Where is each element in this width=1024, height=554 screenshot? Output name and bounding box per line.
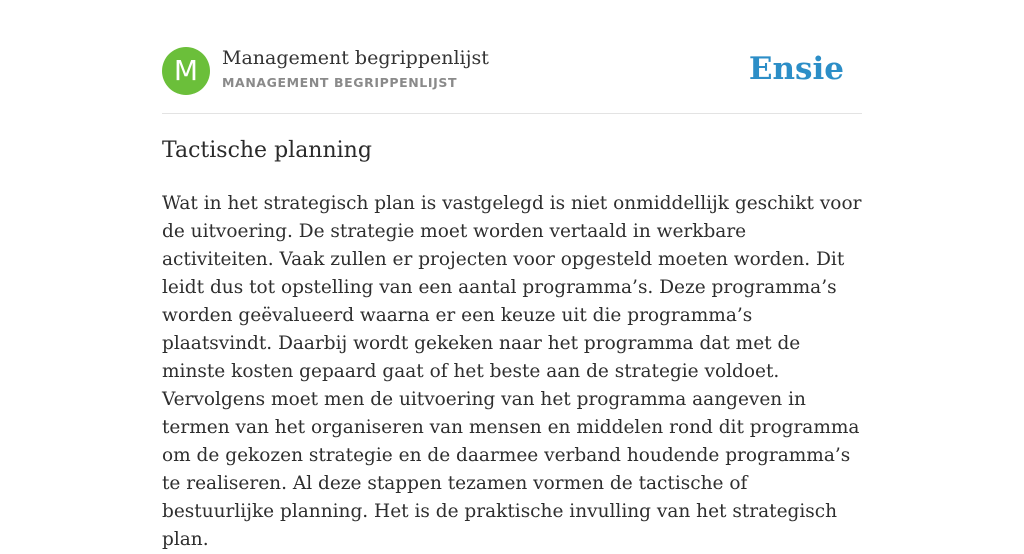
source-title-link[interactable]: Management begrippenlijst: [222, 47, 489, 69]
page-title: Tactische planning: [162, 138, 372, 163]
source-subtitle: MANAGEMENT BEGRIPPENLIJST: [222, 75, 458, 90]
avatar[interactable]: M: [162, 47, 210, 95]
ensie-logo-link[interactable]: Ensie: [748, 51, 844, 87]
header: [162, 45, 862, 97]
divider: [162, 113, 862, 114]
definition-text: Wat in het strategisch plan is vastgelegd is niet onmiddellijk geschikt voor de uitvoering. De strategie moet worden vertaald in werkbare activiteiten. Vaak zullen er projecten voor opgesteld moeten worden. Dit leidt dus tot opstelling van een aantal programma’s. Deze programma’s worden geëvalueerd waarna er een keuze uit die programma’s plaatsvindt. Daarbij wordt gekeken naar het programma dat met de minste kosten gepaard gaat of het beste aan de strategie voldoet. Vervolgens moet men de uitvoering van het programma aangeven in termen van het organiseren van mensen en middelen rond dit programma om de gekozen strategie en de daarmee verband houdende programma’s te realiseren. Al deze stappen tezamen vormen de tactische of bestuurlijke planning. Het is de praktische invulling van het strategisch plan.: [162, 193, 862, 550]
